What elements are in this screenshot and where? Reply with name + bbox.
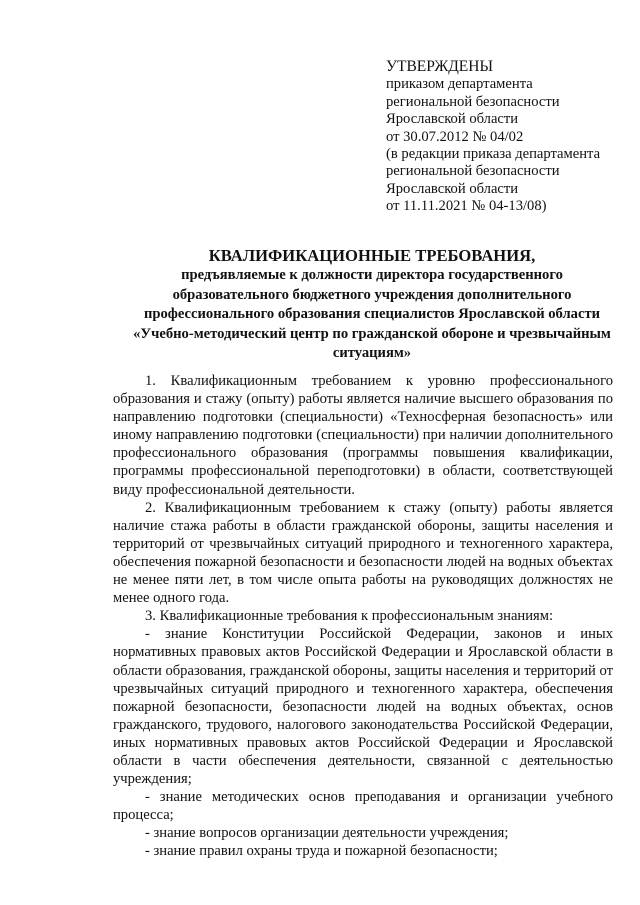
approval-line: от 11.11.2021 № 04-13/08) [386, 198, 547, 215]
list-item: - знание правил охраны труда и пожарной безопасности; [145, 843, 498, 860]
approval-line: Ярославской области [386, 180, 519, 197]
paragraph-2: 2. Квалификационным требованием к стажу (опыту) работы является наличие стажа работы в области гражданской обороны, защиты населения и территорий от чрезвычайных ситуаций природного и техногенного характера, обеспечения пожарной безопасности и безопасности людей на водных объектах не менее пяти лет, в том числе опыта работы на руководящих должностях не менее одного года. [113, 499, 613, 607]
approval-line: региональной безопасности [386, 93, 560, 110]
list-item: - знание методических основ преподавания и организации учебного процесса; [113, 789, 613, 824]
paragraph-1: 1. Квалификационным требованием к уровню профессионального образования и стажу (опыту) работы является наличие высшего образования по направлению подготовки (специальности) «Техносферная безопасность» или иному направлению подготовки (специальности) при наличии дополнительного профессионального образования (программы повышения квалификации, программы профессиональной переподготовки) в области, соответствующей виду профессиональной деятельности. [113, 373, 613, 498]
title-main: КВАЛИФИКАЦИОННЫЕ ТРЕБОВАНИЯ, [208, 246, 536, 265]
approval-block [386, 58, 626, 216]
title-line: «Учебно-методический центр по гражданской обороне и чрезвычайным [133, 325, 611, 342]
paragraph-3: 3. Квалификационные требования к профессиональным знаниям: [145, 608, 554, 625]
approval-line: (в редакции приказа департамента [386, 146, 601, 163]
approval-line: региональной безопасности [386, 163, 560, 180]
approval-line: Ярославской области [386, 111, 519, 128]
document-body [113, 372, 613, 861]
title-line: ситуациям» [332, 345, 412, 361]
list-item: - знание Конституции Российской Федерации, законов и иных нормативных правовых актов Российской Федерации и Ярославской области в области образования, гражданской обороны, защиты населения и территорий от чрезвычайных ситуаций природного и техногенного характера, обеспечения пожарной безопасности, безопасности людей на водных объектах, основ гражданского, трудового, налогового законодательства Российской Федерации, иных нормативных правовых актов Российской Федерации и Ярославской области в части обеспечения деятельности, связанной с деятельностью учреждения; [113, 626, 613, 788]
list-item: - знание вопросов организации деятельности учреждения; [145, 825, 509, 842]
document-title [112, 246, 632, 364]
title-line: предъявляемые к должности директора государственного [181, 267, 563, 283]
title-line: профессионального образования специалистов Ярославской области [143, 306, 601, 322]
approval-line: от 30.07.2012 № 04/02 [386, 128, 524, 145]
title-line: образовательного бюджетного учреждения дополнительного [172, 286, 572, 303]
approval-heading: УТВЕРЖДЕНЫ [386, 58, 493, 75]
approval-line: приказом департамента [386, 76, 533, 93]
